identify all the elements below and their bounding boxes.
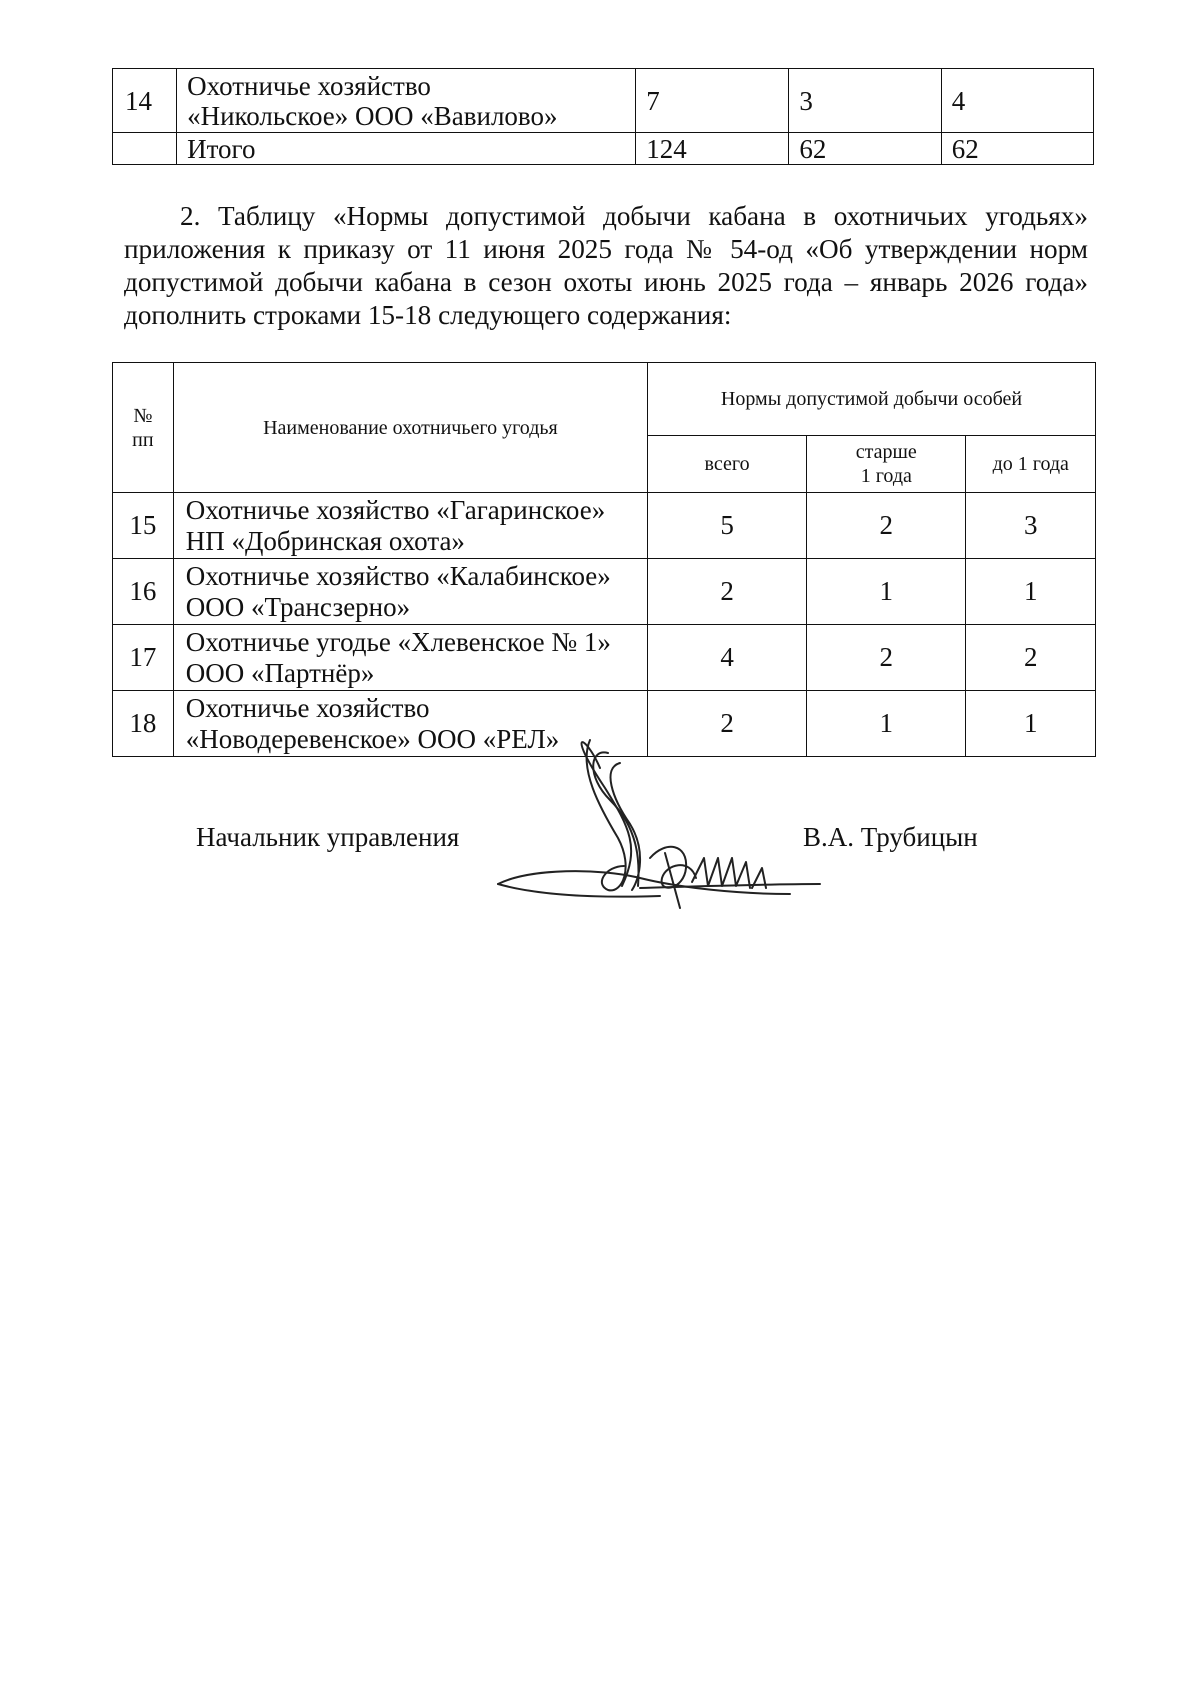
- older-value: 3: [789, 69, 941, 133]
- name-line: Охотничье хозяйство: [185, 692, 430, 723]
- older-value: 1: [807, 559, 966, 625]
- name-line: Охотничье хозяйство «Калабинское»: [185, 560, 611, 591]
- name-line: Охотничье хозяйство: [187, 70, 431, 101]
- total-value: 5: [648, 493, 807, 559]
- table-row: [113, 493, 1096, 559]
- row-number: 18: [113, 691, 174, 757]
- header-number-abbr: пп: [132, 428, 154, 451]
- name-line: Охотничье хозяйство «Гагаринское»: [185, 494, 606, 525]
- older-value: 62: [789, 133, 941, 165]
- header-name: Наименование охотничьего угодья: [173, 363, 647, 493]
- hunting-ground-name: [173, 559, 647, 625]
- table-header-row: [113, 363, 1096, 436]
- name-line: ООО «Трансзерно»: [185, 591, 411, 622]
- name-line: ООО «Партнёр»: [185, 657, 375, 688]
- total-value: 124: [636, 133, 789, 165]
- signer-name: В.А. Трубицын: [803, 822, 978, 852]
- name-line: НП «Добринская охота»: [185, 525, 465, 556]
- header-number-symbol: №: [133, 404, 153, 427]
- under-value: 4: [941, 69, 1093, 133]
- hunting-ground-name: [177, 69, 636, 133]
- signer-title: Начальник управления: [196, 822, 460, 852]
- header-under: до 1 года: [966, 436, 1096, 493]
- total-value: 4: [648, 625, 807, 691]
- table-row-total: [113, 133, 1094, 165]
- hunting-ground-name: [173, 625, 647, 691]
- total-value: 2: [648, 691, 807, 757]
- row-number: 14: [113, 69, 177, 133]
- paragraph-text: 2. Таблицу «Нормы допустимой добычи кабана в охотничьих угодьях» приложения к приказу от 11 июня 2025 года № 54-од «Об утверждении норм допустимой добычи кабана в сезон охоты июнь 2025 года – январь 2026 года» дополнить строками 15-18 следующего содержания:: [124, 201, 1088, 330]
- name-line: Охотничье угодье «Хлевенское № 1»: [185, 626, 611, 657]
- name-line: «Никольское» ООО «Вавилово»: [187, 100, 558, 131]
- under-value: 1: [966, 691, 1096, 757]
- total-value: 2: [648, 559, 807, 625]
- older-value: 2: [807, 493, 966, 559]
- older-value: 1: [807, 691, 966, 757]
- header-norms: Нормы допустимой добычи особей: [648, 363, 1096, 436]
- header-older-line: 1 года: [860, 465, 912, 487]
- under-value: 2: [966, 625, 1096, 691]
- total-label: Итого: [177, 133, 636, 165]
- row-number: 15: [113, 493, 174, 559]
- header-number: [113, 363, 174, 493]
- header-total: всего: [648, 436, 807, 493]
- under-value: 1: [966, 559, 1096, 625]
- name-line: «Новодеревенское» ООО «РЕЛ»: [185, 723, 560, 754]
- row-number: 17: [113, 625, 174, 691]
- table-row: [113, 69, 1094, 133]
- row-number: [113, 133, 177, 165]
- continuation-table: [112, 68, 1094, 165]
- total-value: 7: [636, 69, 789, 133]
- amendment-paragraph: [124, 200, 1088, 332]
- row-number: 16: [113, 559, 174, 625]
- table-row: [113, 625, 1096, 691]
- under-value: 3: [966, 493, 1096, 559]
- hunting-ground-name: [173, 493, 647, 559]
- older-value: 2: [807, 625, 966, 691]
- header-older: [807, 436, 966, 493]
- header-older-line: старше: [855, 441, 917, 463]
- norms-table: [112, 362, 1096, 757]
- table-row: [113, 559, 1096, 625]
- under-value: 62: [941, 133, 1093, 165]
